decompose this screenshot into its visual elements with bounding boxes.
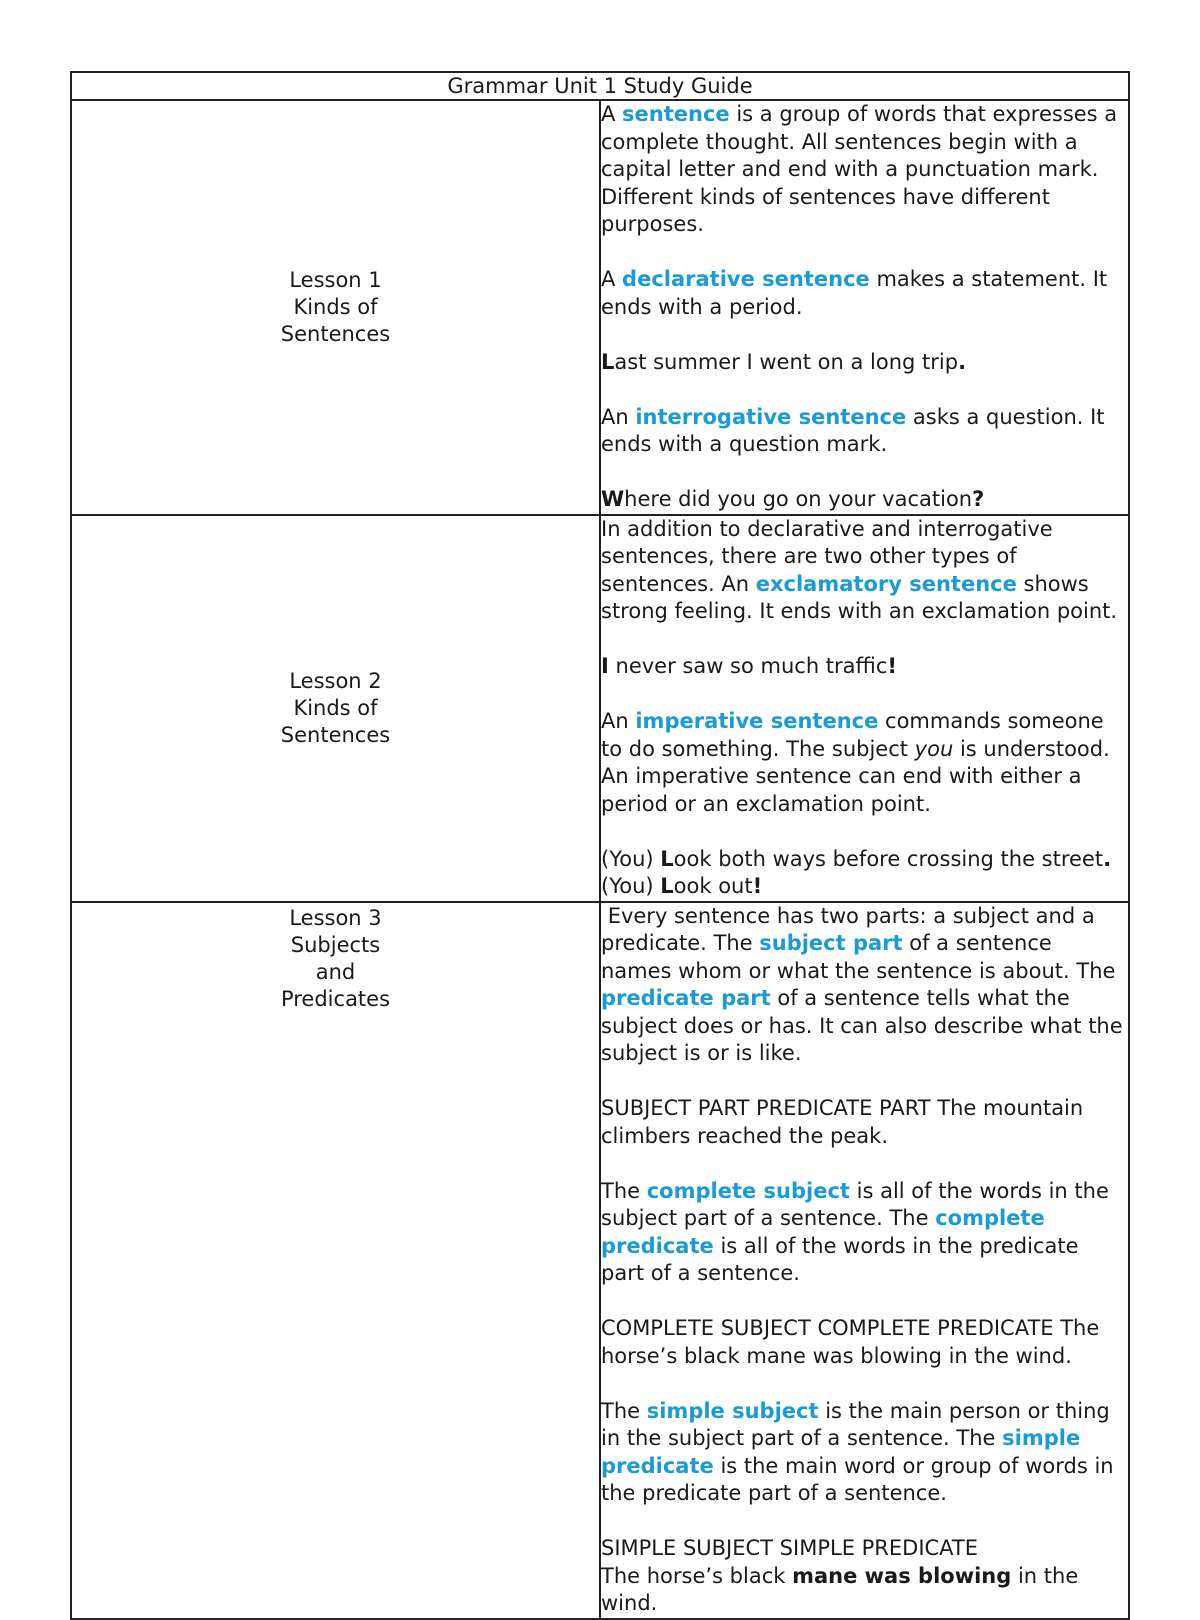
term-sentence: sentence	[622, 102, 730, 126]
text: asks a question. It ends with a question mark.	[601, 404, 1105, 456]
complete-definition	[601, 1178, 1128, 1288]
lesson-3-label-line: Lesson 3	[289, 905, 382, 930]
capital-letter: L	[601, 349, 615, 374]
exclamatory-example	[601, 653, 1128, 681]
term-imperative-sentence: imperative sentence	[635, 709, 879, 733]
lesson-3-label-line: and	[315, 959, 356, 984]
complete-example: COMPLETE SUBJECT COMPLETE PREDICATE The horse’s black mane was blowing in the wind.	[601, 1316, 1100, 1368]
end-mark: ?	[972, 487, 985, 511]
text: A	[601, 102, 623, 126]
term-predicate-part: predicate part	[601, 986, 771, 1010]
text: ook out	[673, 874, 753, 898]
text: here did you go on your vacation	[624, 487, 973, 511]
lesson-2-label-line: Lesson 2	[289, 668, 382, 693]
term-exclamatory-sentence: exclamatory sentence	[755, 571, 1017, 596]
lesson-2-label-line: Sentences	[280, 722, 391, 747]
text: in the wind.	[601, 1563, 1079, 1615]
text: of a sentence tells what the subject does or has. It can also describe what the subject is or is like.	[601, 986, 1130, 1065]
simple-definition	[601, 1398, 1128, 1508]
example-heading: SIMPLE SUBJECT SIMPLE PREDICATE	[601, 1536, 979, 1560]
capital-letter: L	[660, 846, 674, 871]
lesson-3-label-line: Predicates	[280, 986, 391, 1011]
subject-predicate-definition	[601, 903, 1128, 1068]
term-declarative-sentence: declarative sentence	[622, 267, 870, 291]
lesson-row-1	[71, 100, 1129, 515]
interrogative-example	[601, 486, 1128, 514]
term-complete-predicate: complete predicate	[601, 1206, 1045, 1258]
subject-predicate-example: SUBJECT PART PREDICATE PART The mountain climbers reached the peak.	[601, 1096, 1084, 1148]
lesson-3-label	[71, 902, 600, 1619]
simple-example	[601, 1535, 1128, 1618]
sentence-definition	[601, 101, 1128, 239]
lesson-1-label-line: Sentences	[280, 321, 391, 346]
text: The	[601, 1178, 647, 1203]
lesson-1-label-line: Lesson 1	[289, 267, 382, 292]
study-guide-page	[70, 71, 1130, 1620]
text: is all of the words in the predicate part of a sentence.	[601, 1233, 1079, 1285]
lesson-row-3	[71, 902, 1129, 1619]
text: Every sentence has two parts: a subject and a predicate. The	[601, 903, 1102, 955]
end-mark: !	[887, 654, 897, 678]
interrogative-definition	[601, 404, 1128, 459]
lesson-1-content	[600, 100, 1129, 515]
text: (You)	[601, 874, 661, 898]
lesson-3-content	[600, 902, 1129, 1619]
declarative-example	[601, 349, 1128, 377]
bold-words: mane was blowing	[792, 1563, 1012, 1588]
text: never saw so much traffic	[608, 654, 888, 678]
term-interrogative-sentence: interrogative sentence	[635, 404, 907, 429]
text: of a sentence names whom or what the sentence is about. The	[601, 931, 1123, 983]
exclamatory-definition	[601, 516, 1128, 626]
lesson-2-content	[600, 515, 1129, 902]
term-simple-subject: simple subject	[646, 1398, 819, 1423]
text: is understood. An imperative sentence can end with either a period or an exclamation point.	[601, 736, 1110, 816]
end-mark: .	[958, 349, 967, 374]
text: is the main person or thing in the subject part of a sentence. The	[601, 1398, 1110, 1450]
text: is all of the words in the subject part of a sentence. The	[601, 1178, 1109, 1230]
lesson-1-label	[71, 100, 600, 515]
text: shows strong feeling. It ends with an exclamation point.	[601, 571, 1118, 623]
text: is a group of words that expresses a complete thought. All sentences begin with a capital letter and end with a punctuation mark. Different kinds of sentences have different purposes.	[601, 102, 1118, 236]
text: ast summer I went on a long trip	[614, 349, 959, 374]
title-row	[71, 72, 1129, 100]
study-guide-table	[70, 71, 1130, 1620]
capital-letter: W	[601, 487, 625, 511]
capital-letter: L	[660, 874, 674, 898]
end-mark: !	[752, 874, 763, 898]
imperative-examples	[601, 846, 1128, 901]
text: ook both ways before crossing the street	[673, 846, 1104, 871]
text: makes a statement. It ends with a period.	[601, 267, 1108, 319]
imperative-definition	[601, 708, 1128, 818]
text: is the main word or group of words in the predicate part of a sentence.	[601, 1453, 1114, 1505]
declarative-definition	[601, 266, 1128, 321]
term-subject-part: subject part	[759, 931, 903, 955]
italic-you: you	[914, 736, 954, 761]
text: (You)	[601, 846, 661, 871]
lesson-2-label-line: Kinds of	[293, 695, 378, 720]
lesson-3-label-line: Subjects	[290, 932, 381, 957]
text: An	[601, 709, 636, 733]
term-complete-subject: complete subject	[646, 1178, 850, 1203]
text: An	[601, 404, 636, 429]
lesson-row-2	[71, 515, 1129, 902]
lesson-1-label-line: Kinds of	[293, 294, 378, 319]
end-mark: .	[1103, 846, 1112, 871]
text: In addition to declarative and interrogative sentences, there are two other types of sentences. An	[601, 516, 1053, 596]
term-simple-predicate: simple predicate	[601, 1426, 1081, 1478]
text: commands someone to do something. The subject	[601, 709, 1104, 761]
text: The	[601, 1398, 647, 1423]
text: A	[601, 267, 623, 291]
capital-letter: I	[601, 654, 609, 678]
lesson-2-label	[71, 515, 600, 902]
guide-title: Grammar Unit 1 Study Guide	[71, 72, 1129, 100]
text: The horse’s black	[601, 1563, 793, 1588]
